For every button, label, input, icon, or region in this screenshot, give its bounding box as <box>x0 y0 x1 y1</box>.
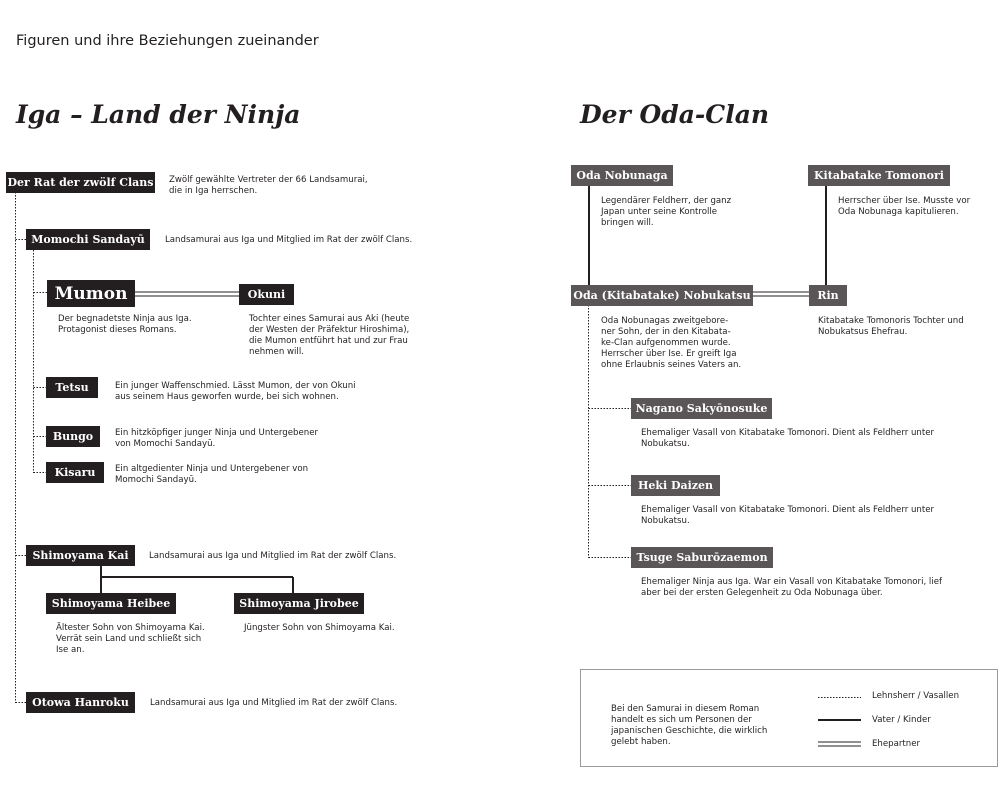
desc-mumon: Der begnadetste Ninja aus Iga. Protagonist dieses Romans. <box>58 314 192 335</box>
node-oda-nobunaga: Oda Nobunaga <box>571 165 673 186</box>
node-kisaru: Kisaru <box>46 462 104 483</box>
node-bungo: Bungo <box>46 426 100 447</box>
desc-rat: Zwölf gewählte Vertreter der 66 Landsamurai, die in Iga herrschen. <box>169 175 368 196</box>
desc-rin: Kitabatake Tomonoris Tochter und Nobukatsus Ehefrau. <box>818 316 964 337</box>
node-okuni: Okuni <box>239 284 294 305</box>
desc-momochi: Landsamurai aus Iga und Mitglied im Rat der zwölf Clans. <box>165 235 413 245</box>
page-title: Figuren und ihre Beziehungen zueinander <box>16 33 319 49</box>
desc-tomonori: Herrscher über Ise. Musste vor Oda Nobunaga kapitulieren. <box>838 196 971 217</box>
legend-solid-label: Vater / Kinder <box>872 715 931 725</box>
node-kitabatake-tomonori: Kitabatake Tomonori <box>808 165 950 186</box>
iga-section-title: Iga – Land der Ninja <box>16 100 301 129</box>
node-shimoyama-jirobee: Shimoyama Jirobee <box>234 593 364 614</box>
node-rin: Rin <box>809 285 847 306</box>
node-oda-kitabatake-nobukatsu: Oda (Kitabatake) Nobukatsu <box>571 285 753 306</box>
node-momochi-sandayu: Momochi Sandayū <box>26 229 150 250</box>
node-mumon: Mumon <box>47 280 135 307</box>
desc-tetsu: Ein junger Waffenschmied. Lässt Mumon, der von Okuni aus seinem Haus geworfen wurde, bei sich wohnen. <box>115 381 356 402</box>
desc-jirobee: Jüngster Sohn von Shimoyama Kai. <box>244 623 395 633</box>
oda-section-title: Der Oda-Clan <box>580 100 770 129</box>
node-otowa-hanroku: Otowa Hanroku <box>26 692 135 713</box>
node-shimoyama-kai: Shimoyama Kai <box>26 545 135 566</box>
node-tetsu: Tetsu <box>46 377 98 398</box>
desc-nagano: Ehemaliger Vasall von Kitabatake Tomonori. Dient als Feldherr unter Nobukatsu. <box>641 428 935 449</box>
desc-okuni: Tochter eines Samurai aus Aki (heute der Westen der Präfektur Hiroshima), die Mumon entführt hat und zur Frau nehmen will. <box>249 314 410 357</box>
node-rat-der-zwoelf-clans: Der Rat der zwölf Clans <box>6 172 155 193</box>
legend-double-label: Ehepartner <box>872 739 921 749</box>
node-nagano-sakyonosuke: Nagano Sakyōnosuke <box>631 398 772 419</box>
desc-otowa: Landsamurai aus Iga und Mitglied im Rat der zwölf Clans. <box>150 698 398 708</box>
desc-bungo: Ein hitzköpfiger junger Ninja und Untergebener von Momochi Sandayū. <box>115 428 319 449</box>
desc-shimoyama-kai: Landsamurai aus Iga und Mitglied im Rat der zwölf Clans. <box>149 551 397 561</box>
desc-heki: Ehemaliger Vasall von Kitabatake Tomonori. Dient als Feldherr unter Nobukatsu. <box>641 505 935 526</box>
desc-tsuge: Ehemaliger Ninja aus Iga. War ein Vasall von Kitabatake Tomonori, lief aber bei der ersten Gelegenheit zu Oda Nobunaga über. <box>641 577 943 598</box>
desc-heibee: Ältester Sohn von Shimoyama Kai. Verrät sein Land und schließt sich Ise an. <box>56 623 205 655</box>
legend-note: Bei den Samurai in diesem Roman handelt es sich um Personen der japanischen Geschichte, die wirklich gelebt haben. <box>611 704 768 747</box>
desc-nobunaga: Legendärer Feldherr, der ganz Japan unter seine Kontrolle bringen will. <box>601 196 732 228</box>
desc-nobukatsu: Oda Nobunagas zweitgebore- ner Sohn, der in den Kitabata- ke-Clan aufgenommen wurde. Herrscher über Ise. Er greift Iga ohne Erlaubnis seines Vaters an. <box>601 316 742 370</box>
desc-kisaru: Ein altgedienter Ninja und Untergebener von Momochi Sandayū. <box>115 464 309 485</box>
node-tsuge-saburozaemon: Tsuge Saburōzaemon <box>631 547 773 568</box>
node-shimoyama-heibee: Shimoyama Heibee <box>46 593 176 614</box>
legend-dotted-label: Lehnsherr / Vasallen <box>872 691 960 701</box>
node-heki-daizen: Heki Daizen <box>631 475 720 496</box>
